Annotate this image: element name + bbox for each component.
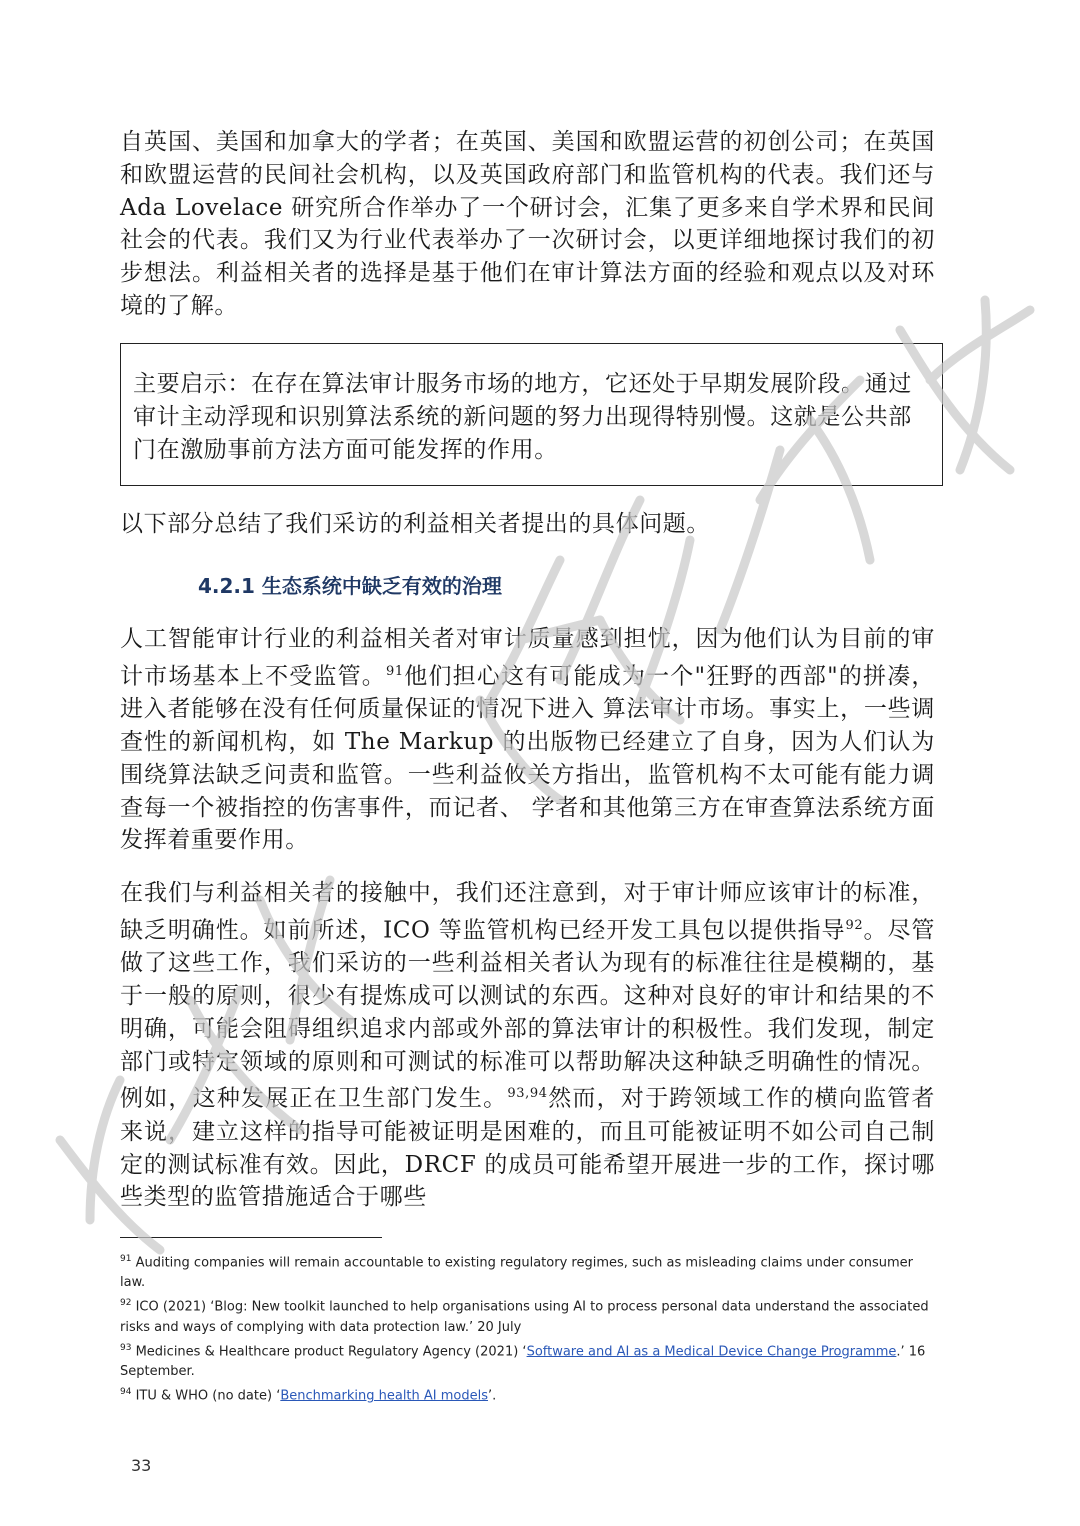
footnote-number: 94 <box>120 1386 132 1397</box>
paragraph-text: 人工智能审计行业的利益相关者对审计质量感到担忧，因为他们认为目前的审计市场基本上不受监管。 <box>120 626 935 690</box>
footnote <box>120 1293 940 1337</box>
footnote-ref[interactable]: 92 <box>845 917 864 933</box>
body-paragraph: 自英国、美国和加拿大的学者；在英国、美国和欧盟运营的初创公司；在英国和欧盟运营的民间社会机构，以及英国政府部门和监管机构的代表。我们还与 Ada Lovelace 研究所合作举办了一个研讨会，汇集了更多来自学术界和民间社会的代表。我们又为行业代表举办了一次研讨会，以更详细地探讨我们的初步想法。利益相关者的选择是基于他们在审计算法方面的经验和观点以及对环境的了解。 <box>120 129 935 319</box>
footnote-number: 93 <box>120 1342 132 1353</box>
footnote-ref[interactable]: 91 <box>385 663 404 679</box>
footnote-text: .’ 16 September. <box>120 1343 926 1379</box>
footnote-text: Auditing companies will remain accountable to existing regulatory regimes, such as misleading claims under consumer law. <box>120 1255 913 1291</box>
paragraph-text: 。尽管做了这些工作，我们采访的一些利益相关者认为现有的标准往往是模糊的，基于一般的原则，很少有提炼成可以测试的东西。这种对良好的审计和结果的不明确，可能会阻碍组织追求内部或外部的算法审计的积极性。我们发现，制定部门或特定领域的原则和可测试的标准可以帮助解决这种缺乏明确性的情况。例如，这种发展正在卫生部门发生。 <box>120 917 935 1113</box>
footnote-number: 91 <box>120 1254 132 1264</box>
paragraph-text: 他们担心这有可能成为一个"狂野的西部"的拼凑，进入者能够在没有任何质量保证的情况下进入 算法审计市场。事实上，一些调查性的新闻机构，如 The Markup 的出版物已经建立了自身，因为人们认为围绕算法缺乏问责和监管。一些利益攸关方指出，监管机构不太可能有能力调查每一个被指控的伤害事件，而记者、 学者和其他第三方在审查算法系统方面发挥着重要作用。 <box>120 663 935 854</box>
footnote-text: Medicines & Healthcare product Regulatory Agency (2021) ‘ <box>135 1343 527 1359</box>
key-insight-callout <box>120 343 943 486</box>
body-paragraph: 以下部分总结了我们采访的利益相关者提出的具体问题。 <box>120 511 710 537</box>
footnote-text: ICO (2021) ‘Blog: New toolkit launched to help organisations using AI to process personal data understand the associated risks and ways of complying with data protection law.’ 20 July <box>120 1299 929 1335</box>
footnote <box>120 1249 940 1293</box>
section-heading: 4.2.1 生态系统中缺乏有效的治理 <box>198 574 502 598</box>
footnote-ref[interactable]: 93,94 <box>507 1086 548 1102</box>
footnote-text: ITU & WHO (no date) ‘ <box>135 1388 281 1404</box>
footnote-link[interactable]: Benchmarking health AI models <box>280 1388 489 1404</box>
paragraph-text: 然而，对于跨领域工作的横向监管者来说，建立这样的指导可能被证明是困难的，而且可能被证明不如公司自己制定的测试标准有效。因此，DRCF 的成员可能希望开展进一步的工作，探讨哪些类型的监管措施适合于哪些 <box>120 1086 935 1211</box>
body-paragraph <box>120 877 935 1214</box>
body-paragraph <box>120 623 935 857</box>
footnote <box>120 1382 940 1406</box>
footnote <box>120 1338 940 1382</box>
footnote-divider <box>120 1237 382 1238</box>
footnote-link[interactable]: Software and AI as a Medical Device Change Programme <box>526 1343 897 1359</box>
callout-text: 主要启示：在存在算法审计服务市场的地方，它还处于早期发展阶段。通过审计主动浮现和识别算法系统的新问题的努力出现得特别慢。这就是公共部门在激励事前方法方面可能发挥的作用。 <box>133 371 912 463</box>
footnote-text: ’. <box>488 1388 497 1404</box>
paragraph-text: 在我们与利益相关者的接触中，我们还注意到，对于审计师应该审计的标准，缺乏明确性。如前所述，ICO 等监管机构已经开发工具包以提供指导 <box>120 880 935 944</box>
footnotes <box>120 1249 940 1406</box>
page-number: 33 <box>131 1456 152 1475</box>
footnote-number: 92 <box>120 1298 132 1309</box>
